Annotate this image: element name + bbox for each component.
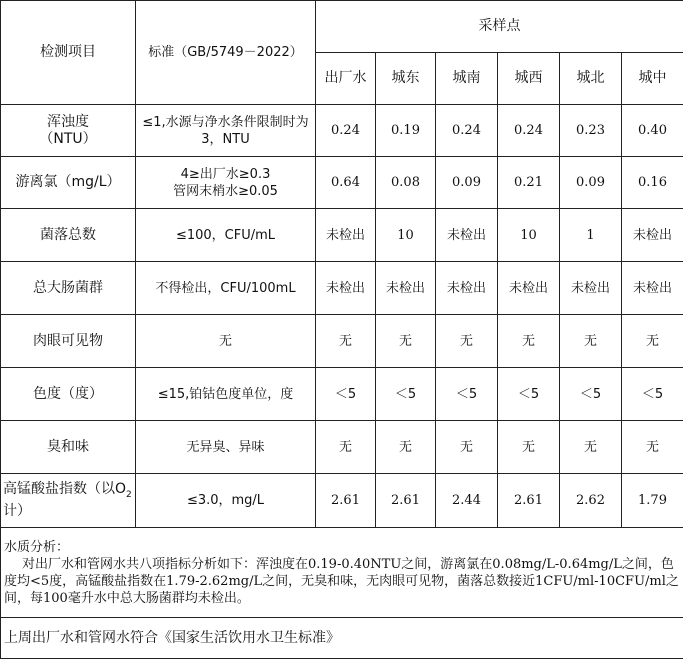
table-row xyxy=(1,209,683,262)
table-row xyxy=(1,105,683,157)
row-value: 无 xyxy=(560,421,622,474)
row-item: 臭和味 xyxy=(1,421,136,474)
row-value: 未检出 xyxy=(436,209,498,262)
site-header: 城东 xyxy=(376,53,436,105)
row-value: 0.19 xyxy=(376,105,436,157)
table-row xyxy=(1,157,683,209)
row-standard: 无异臭、异味 xyxy=(136,421,316,474)
header-item-label: 检测项目 xyxy=(1,1,136,105)
table-row xyxy=(1,368,683,421)
row-value: 0.64 xyxy=(316,157,376,209)
table-row xyxy=(1,262,683,315)
row-standard: ≤1,水源与净水条件限制时为3，NTU xyxy=(136,105,316,157)
row-standard: 4≥出厂水≥0.3 管网末梢水≥0.05 xyxy=(136,157,316,209)
row-standard: ≤100，CFU/mL xyxy=(136,209,316,262)
row-value: 0.09 xyxy=(560,157,622,209)
site-header: 城南 xyxy=(436,53,498,105)
row-value: 未检出 xyxy=(376,262,436,315)
row-value: 1 xyxy=(560,209,622,262)
footer-row xyxy=(1,618,683,659)
row-value: 0.24 xyxy=(498,105,560,157)
row-value: 无 xyxy=(498,421,560,474)
row-value: 无 xyxy=(436,421,498,474)
row-standard: ≤15,铂钴色度单位，度 xyxy=(136,368,316,421)
row-value: 无 xyxy=(436,315,498,368)
row-value: 无 xyxy=(622,315,683,368)
row-value: 0.23 xyxy=(560,105,622,157)
site-header: 出厂水 xyxy=(316,53,376,105)
permanganate-label-main: 高锰酸盐指数（以O xyxy=(3,480,127,497)
row-item: 游离氯（mg/L） xyxy=(1,157,136,209)
conclusion-text: 上周出厂水和管网水符合《国家生活饮用水卫生标准》 xyxy=(1,618,683,659)
row-value: 未检出 xyxy=(560,262,622,315)
row-value: ＜5 xyxy=(622,368,683,421)
row-value: 0.09 xyxy=(436,157,498,209)
row-value: 0.24 xyxy=(316,105,376,157)
row-value: ＜5 xyxy=(436,368,498,421)
row-value: 无 xyxy=(376,315,436,368)
row-value: 0.24 xyxy=(436,105,498,157)
row-value: 2.62 xyxy=(560,474,622,528)
row-value: 0.40 xyxy=(622,105,683,157)
row-value: 10 xyxy=(498,209,560,262)
row-item: 菌落总数 xyxy=(1,209,136,262)
row-standard: 不得检出，CFU/100mL xyxy=(136,262,316,315)
table-row xyxy=(1,474,683,528)
row-value: 0.08 xyxy=(376,157,436,209)
row-item: 浑浊度 （NTU） xyxy=(1,105,136,157)
row-value: 未检出 xyxy=(316,262,376,315)
table-row xyxy=(1,315,683,368)
row-item: 肉眼可见物 xyxy=(1,315,136,368)
row-value: 10 xyxy=(376,209,436,262)
site-header: 城西 xyxy=(498,53,560,105)
row-value: ＜5 xyxy=(316,368,376,421)
row-value: 未检出 xyxy=(622,262,683,315)
analysis-title: 水质分析： xyxy=(4,539,70,555)
row-value: 无 xyxy=(498,315,560,368)
row-item-permanganate xyxy=(1,474,136,528)
row-standard: ≤3.0，mg/L xyxy=(136,474,316,528)
row-value: 1.79 xyxy=(622,474,683,528)
analysis-body: 对出厂水和管网水共八项指标分析如下：浑浊度在0.19-0.40NTU之间，游离氯在0.08mg/L-0.64mg/L之间，色度均<5度，高锰酸盐指数在1.79-2.62mg/L之间，无臭和味，无肉眼可见物，菌落总数接近1CFU/ml-10CFU/ml之间，每100毫升水中总大肠菌群均未检出。 xyxy=(4,556,679,606)
row-value: 未检出 xyxy=(436,262,498,315)
header-sampling-label: 采样点 xyxy=(316,1,683,53)
row-value: ＜5 xyxy=(498,368,560,421)
row-value: 无 xyxy=(316,315,376,368)
row-item: 总大肠菌群 xyxy=(1,262,136,315)
row-standard: 无 xyxy=(136,315,316,368)
header-standard-label: 标准（GB/5749－2022） xyxy=(136,1,316,105)
row-value: 无 xyxy=(316,421,376,474)
row-value: 无 xyxy=(622,421,683,474)
row-value: 0.16 xyxy=(622,157,683,209)
row-value: 未检出 xyxy=(498,262,560,315)
row-value: 无 xyxy=(376,421,436,474)
row-value: ＜5 xyxy=(376,368,436,421)
row-value: 无 xyxy=(560,315,622,368)
permanganate-label-end: 计） xyxy=(3,503,31,520)
table-row xyxy=(1,421,683,474)
row-value: 2.61 xyxy=(498,474,560,528)
row-value: 2.44 xyxy=(436,474,498,528)
row-value: 0.21 xyxy=(498,157,560,209)
row-value: 2.61 xyxy=(376,474,436,528)
row-item: 色度（度） xyxy=(1,368,136,421)
row-value: 未检出 xyxy=(622,209,683,262)
permanganate-label-sub: 2 xyxy=(126,489,132,500)
site-header: 城中 xyxy=(622,53,683,105)
analysis-cell xyxy=(1,528,683,618)
row-value: ＜5 xyxy=(560,368,622,421)
row-value: 2.61 xyxy=(316,474,376,528)
analysis-row xyxy=(1,528,683,618)
site-header: 城北 xyxy=(560,53,622,105)
row-value: 未检出 xyxy=(316,209,376,262)
